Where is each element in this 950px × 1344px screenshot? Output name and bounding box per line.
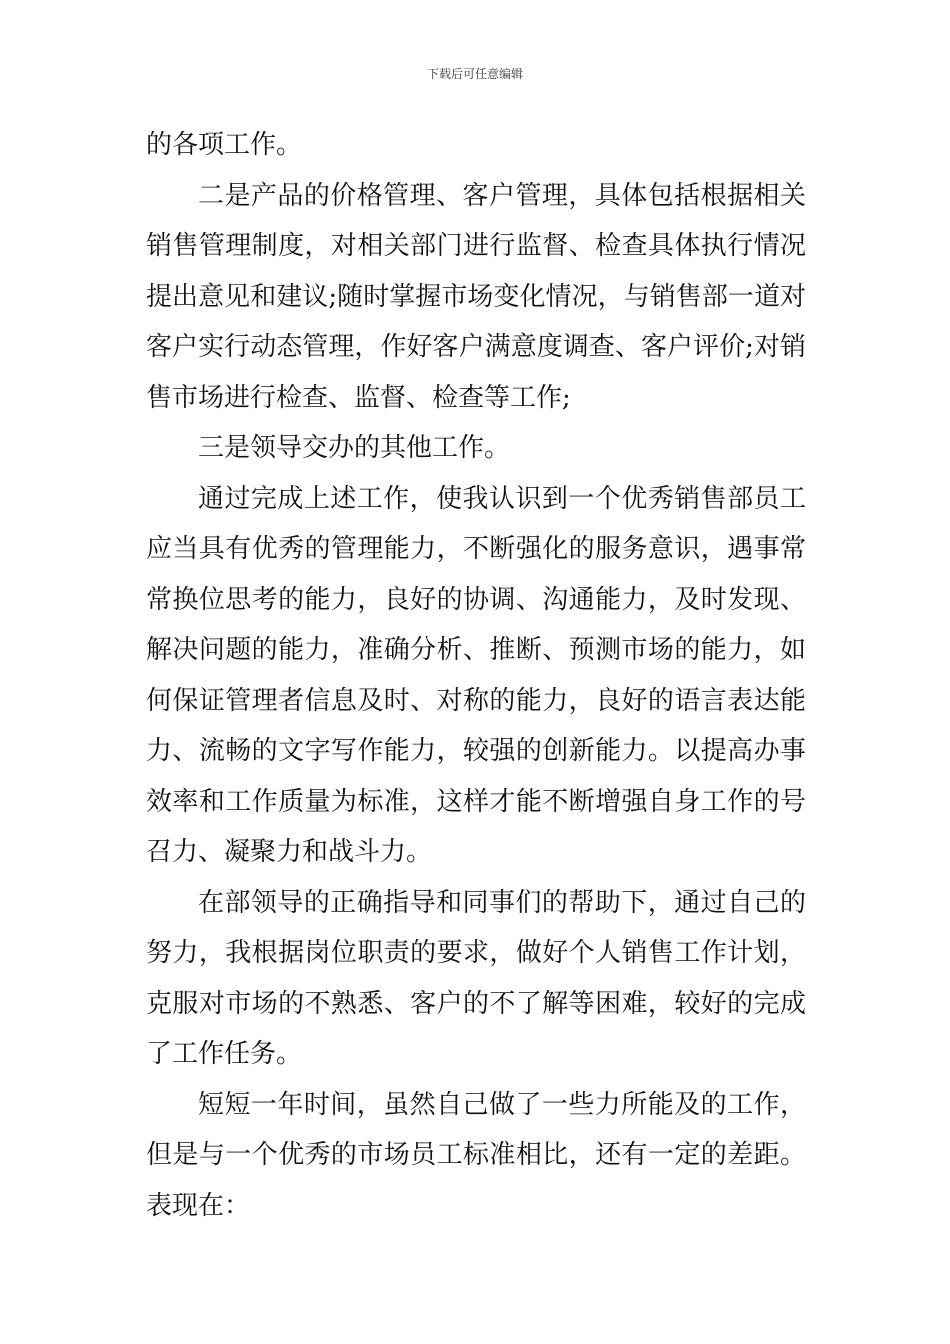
- paragraph-other-tasks: 三是领导交办的其他工作。: [198, 433, 511, 463]
- page-header-note: 下载后可任意编辑: [426, 67, 523, 81]
- paragraph-guidance: 在部领导的正确指导和同事们的帮助下，通过自己的努力，我根据岗位职责的要求，做好个人销售工作计划，克服对市场的不熟悉、客户的不了解等困难，较好的完成了工作任务。: [146, 887, 806, 1069]
- paragraph-abilities: 通过完成上述工作，使我认识到一个优秀销售部员工应当具有优秀的管理能力，不断强化的服务意识，遇事常常换位思考的能力，良好的协调、沟通能力，及时发现、解决问题的能力，准确分析、推断、预测市场的能力，如何保证管理者信息及时、对称的能力，良好的语言表达能力、流畅的文字写作能力，较强的创新能力。以提高办事效率和工作质量为标准，这样才能不断增强自身工作的号召力、凝聚力和战斗力。: [146, 483, 806, 867]
- document-body: [146, 120, 806, 1231]
- paragraph-continuation: 的各项工作。: [146, 130, 303, 160]
- paragraph-price-customer-management: 二是产品的价格管理、客户管理，具体包括根据相关销售管理制度，对相关部门进行监督、检查具体执行情况提出意见和建议;随时掌握市场变化情况，与销售部一道对客户实行动态管理，作好客户满意度调查、客户评价;对销售市场进行检查、监督、检查等工作;: [146, 180, 806, 413]
- paragraph-shortcomings: 短短一年时间，虽然自己做了一些力所能及的工作，但是与一个优秀的市场员工标准相比，还有一定的差距。表现在：: [146, 1089, 806, 1221]
